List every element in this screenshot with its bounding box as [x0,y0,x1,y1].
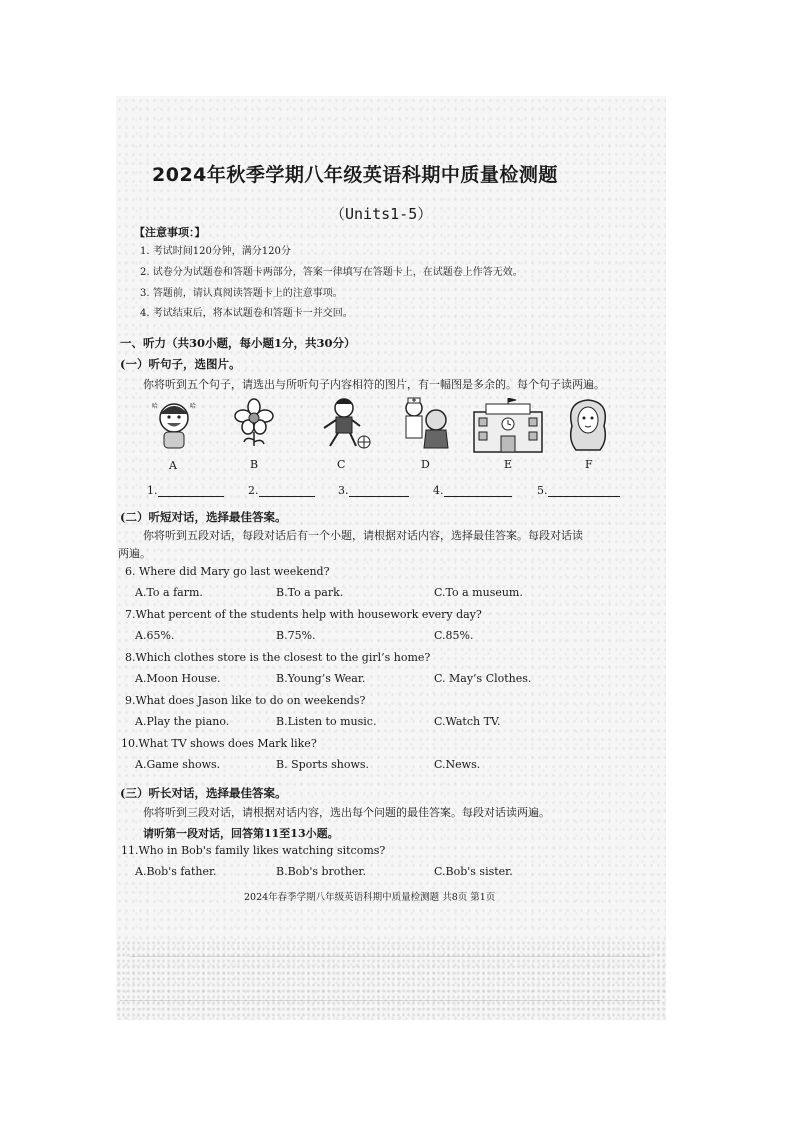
note-item: 4. 考试结束后，将本试题卷和答题卡一并交回。 [140,308,353,319]
answer-blank-label: 4. [433,484,444,497]
svg-text:哈: 哈 [152,403,159,410]
part-heading: 一、听力（共30小题，每小题1分，共30分） [120,336,356,350]
answer-blank[interactable] [158,496,224,497]
section-instruction: 你将听到三段对话，请根据对话内容，选出每个问题的最佳答案。每段对话读两遍。 [143,806,550,819]
picture-label: D [421,458,430,471]
answer-blank-label: 2. [248,484,259,497]
section-instruction: 你将听到五个句子，请选出与所听句子内容相符的图片，有一幅图是多余的。每个句子读两遍。 [143,378,605,391]
option-c: C.85%. [434,629,474,642]
scan-noise-bottom [116,940,666,1020]
option-b: B.To a park. [276,586,344,599]
question-text: 11.Who in Bob's family likes watching sitcoms? [121,844,386,857]
note-item: 1. 考试时间120分钟，满分120分 [140,246,291,257]
section-instruction: 你将听到五段对话，每段对话后有一个小题，请根据对话内容，选择最佳答案。每段对话读 [143,529,583,542]
option-a: A.Bob's father. [135,865,217,878]
section-instruction: 两遍。 [118,547,151,560]
answer-blank-label: 5. [537,484,548,497]
option-c: C.To a museum. [434,586,523,599]
answer-blank[interactable] [259,496,315,497]
option-b: B.Young’s Wear. [276,672,366,685]
option-c: C.Watch TV. [434,715,501,728]
note-item: 2. 试卷分为试题卷和答题卡两部分，答案一律填写在答题卡上，在试题卷上作答无效。 [140,267,523,278]
page-footer: 2024年春季学期八年级英语科期中质量检测题 共8页 第1页 [244,892,496,903]
option-b: B.75%. [276,629,316,642]
option-c: C. May’s Clothes. [434,672,532,685]
picture-label: A [169,459,177,472]
option-a: A.Play the piano. [135,715,230,728]
scan-artifact-line [120,1000,660,1001]
exam-subtitle: （Units1-5） [330,205,433,223]
option-c: C.Bob's sister. [434,865,513,878]
answer-blank-label: 1. [147,484,158,497]
picture-label: B [250,458,259,471]
answer-blank[interactable] [349,496,409,497]
option-a: A.65%. [135,629,175,642]
picture-label: E [504,458,513,471]
doctor-patient-icon [398,396,454,452]
question-text: 10.What TV shows does Mark like? [121,737,317,750]
question-text: 7.What percent of the students help with housework every day? [125,608,482,621]
option-b: B. Sports shows. [276,758,370,771]
option-b: B.Listen to music. [276,715,377,728]
flower-icon [234,398,274,448]
hospital-building-icon [470,398,546,454]
girl-laughing-icon [150,396,198,452]
option-a: A.Moon House. [135,672,221,685]
picture-label: F [585,458,593,471]
answer-blank[interactable] [548,496,620,497]
section-note: 请听第一段对话，回答第11至13小题。 [143,827,339,840]
question-text: 9.What does Jason like to do on weekends? [125,694,366,707]
scan-artifact-line [130,956,650,957]
question-text: 6. Where did Mary go last weekend? [125,565,330,578]
woman-portrait-icon [564,396,612,454]
answer-blank-label: 3. [338,484,349,497]
answer-blank[interactable] [444,496,512,497]
section-heading: (一）听句子，选图片。 [120,357,241,371]
svg-text:哈: 哈 [190,403,197,410]
option-c: C.News. [434,758,481,771]
section-heading: (二）听短对话，选择最佳答案。 [120,510,287,524]
exam-title: 2024年秋季学期八年级英语科期中质量检测题 [152,164,558,186]
notes-heading: 【注意事项：】 [134,226,206,239]
option-a: A.Game shows. [135,758,221,771]
boy-basketball-icon [312,396,372,452]
note-item: 3. 答题前，请认真阅读答题卡上的注意事项。 [140,288,343,299]
picture-label: C [337,458,346,471]
option-b: B.Bob's brother. [276,865,366,878]
option-a: A.To a farm. [135,586,203,599]
section-heading: (三）听长对话，选择最佳答案。 [120,786,287,800]
question-text: 8.Which clothes store is the closest to the girl’s home? [125,651,431,664]
